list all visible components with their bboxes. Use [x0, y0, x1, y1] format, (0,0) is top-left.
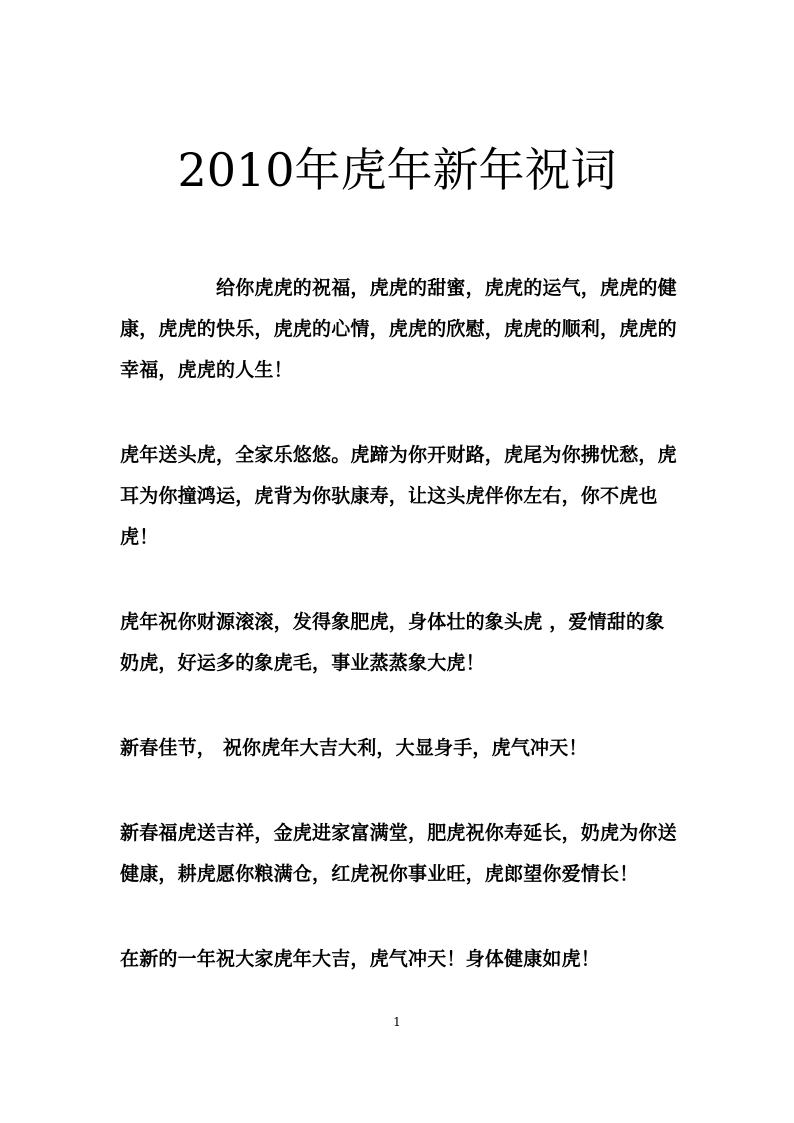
paragraph-5: 新春福虎送吉祥，金虎进家富满堂，肥虎祝你寿延长，奶虎为你送健康，耕虎愿你粮满仓，红虎祝你事业旺，虎郎望你爱情长！ — [120, 822, 677, 885]
paragraph-1: 给你虎虎的祝福，虎虎的甜蜜，虎虎的运气，虎虎的健康，虎虎的快乐，虎虎的心情，虎虎的欣慰，虎虎的顺利，虎虎的幸福，虎虎的人生！ — [120, 277, 677, 381]
document-body — [120, 268, 680, 980]
paragraph-gap — [120, 895, 680, 939]
paragraph-gap — [120, 769, 680, 813]
paragraph-4: 新春佳节， 祝你虎年大吉大利，大显身手，虎气冲天！ — [120, 737, 588, 759]
paragraph-gap — [120, 558, 680, 602]
paragraph-3: 虎年祝你财源滚滚，发得象肥虎，身体壮的象头虎 ，爱情甜的象奶虎，好运多的象虎毛，事业蒸蒸象大虎！ — [120, 611, 665, 674]
paragraph-gap — [120, 684, 680, 728]
page-number: 1 — [393, 1015, 401, 1029]
paragraph-2: 虎年送头虎，全家乐悠悠。虎蹄为你开财路，虎尾为你拂忧愁，虎耳为你撞鸿运，虎背为你驮康寿，让这头虎伴你左右，你不虎也虎！ — [120, 444, 677, 548]
paragraph-6: 在新的一年祝大家虎年大吉，虎气冲天！身体健康如虎！ — [120, 948, 601, 970]
document-title: 2010年虎年新年祝词 — [177, 143, 617, 197]
paragraph-gap — [120, 391, 680, 435]
